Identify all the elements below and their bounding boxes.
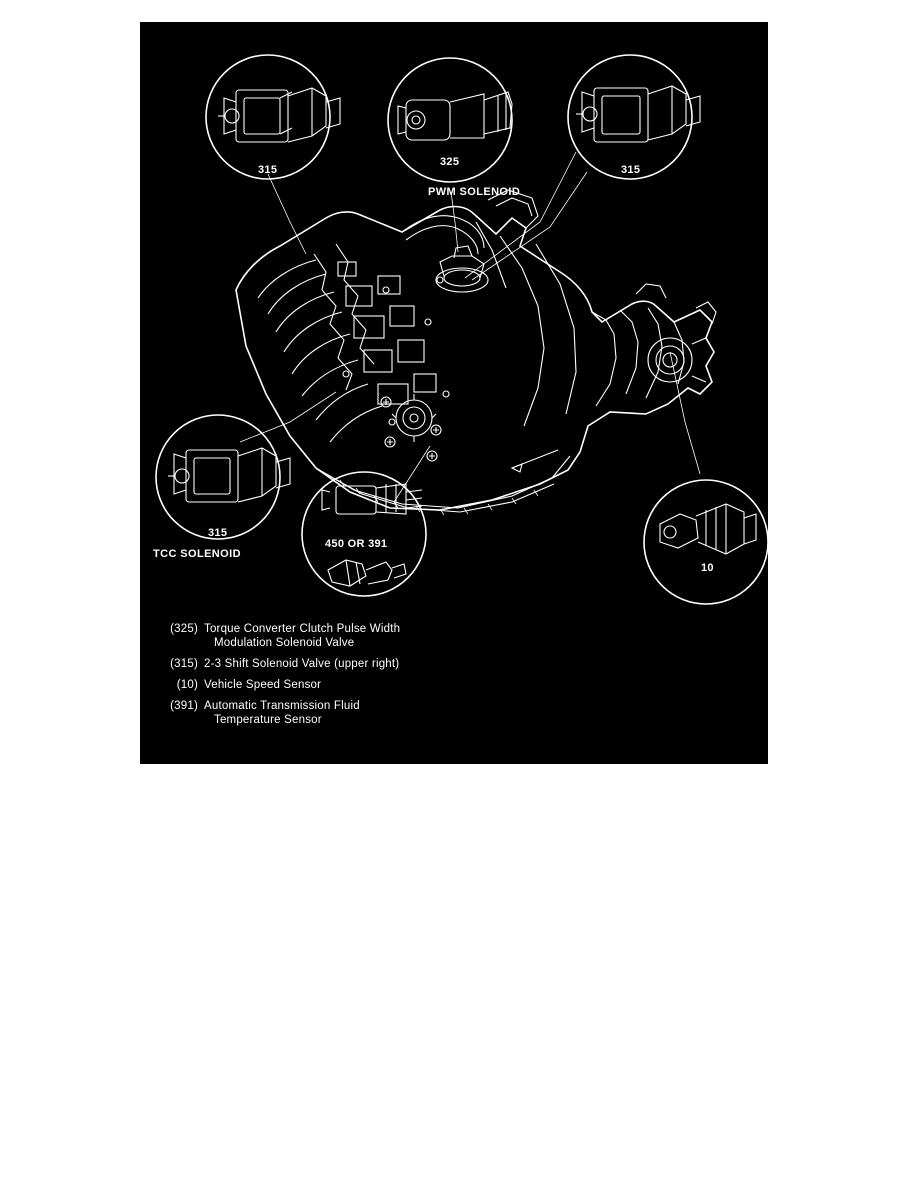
callout-number-10: 10: [701, 562, 714, 574]
callout-label-pwm-solenoid: PWM SOLENOID: [428, 186, 521, 198]
callout-number-450-or-391: 450 OR 391: [325, 538, 388, 550]
legend-text: [204, 657, 399, 671]
legend-text-line2: Temperature Sensor: [214, 714, 322, 726]
callout-bubble-10-vss: [644, 480, 768, 604]
callout-bubble-450-391: [302, 472, 426, 596]
legend-key: (315): [170, 658, 198, 670]
legend-text: [204, 678, 321, 692]
legend-item: [152, 678, 572, 692]
callout-number-315-top-left: 315: [258, 164, 278, 176]
legend-text-line2: Modulation Solenoid Valve: [214, 637, 355, 649]
legend-item: [152, 657, 572, 671]
callout-bubble-315-left-tcc: [156, 415, 290, 539]
legend-text: [204, 699, 360, 727]
transmission-body: [236, 190, 716, 515]
legend: [152, 622, 572, 734]
legend-key: (391): [170, 700, 198, 712]
callout-bubble-315-top-left: [206, 55, 340, 179]
legend-key: (10): [176, 679, 198, 691]
legend-text-line1: 2-3 Shift Solenoid Valve (upper right): [204, 658, 400, 670]
legend-text-line1: Torque Converter Clutch Pulse Width: [204, 623, 401, 635]
legend-key: (325): [170, 623, 198, 635]
legend-item: [152, 622, 572, 650]
legend-text: [204, 622, 400, 650]
legend-text-line1: Automatic Transmission Fluid: [204, 700, 360, 712]
transmission-diagram-figure: [140, 22, 768, 764]
legend-text-line1: Vehicle Speed Sensor: [204, 679, 322, 691]
callout-number-315-top-right: 315: [621, 164, 641, 176]
callout-number-315-left: 315: [208, 527, 228, 539]
legend-item: [152, 699, 572, 727]
callout-number-325: 325: [440, 156, 460, 168]
callout-label-tcc-solenoid: TCC SOLENOID: [153, 548, 241, 560]
callout-bubble-315-top-right: [568, 55, 700, 179]
